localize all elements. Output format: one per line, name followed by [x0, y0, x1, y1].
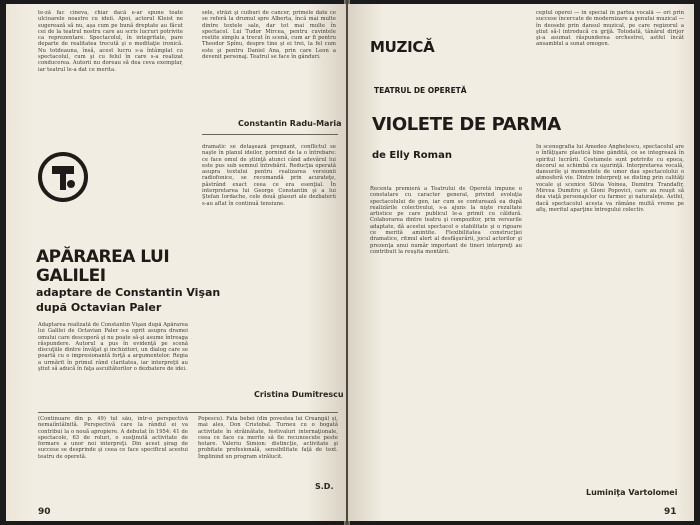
- review-title: VIOLETE DE PARMA: [372, 114, 561, 135]
- signature-vartolomei: Luminiţa Vartolomei: [586, 488, 678, 497]
- article-title-line2: GALILEI: [36, 266, 106, 286]
- left-col2-mid-text: dramatic se detaşează pregnant, conflictul se naşte în planul ideilor, pornind de la o întrebare: ce face omul de ştiinţă atunci când adevărul lui este pus sub semnul întrebării. Reducţia operată asupra textului pentru realizarea versiunii radiofonice, se recomandă prin acurateţe, păstrând exact ceea ce era esenţial. În interpretarea lui George Constantin şi a lui Ştefan Iordache, cele două glasuri ale dezbaterii s-au aflat în continuă tensiune.: [202, 144, 336, 207]
- article-title-line1: APĂRAREA LUI: [36, 247, 170, 267]
- bottom-divider: [38, 412, 338, 413]
- right-col1-main-text: Recenta premieră a Teatrului de Operetă impune o constatare cu caracter general, privind evoluţia spectacolului de gen, iar cum se conturează ea după realizările colectivului, s-a ajuns la nişte rezultate artistice pe care publicul le-a primit cu căldură. Colaborarea dintre teatru şi compozitor, prin versurile adaptate, dă acestui spectacol o stabilitate şi o rigoare ce merită amintite. Flexibilitatea construcţiei dramatice, ritmul alert al desfăşurării, jocul actorilor şi prezenţa unui număr important de tineri interpreţi au contribuit la reuşita montării.: [370, 186, 522, 255]
- right-col2-main-text: În scenografia lui Amedeo Anghelescu, spectacolul are o înfăţişare plastică bine gândită, ce se integrează în spiritul lucrării. Costumele sunt potrivite cu epoca, decorul se schimbă cu uşurinţă. Interpretarea vocală, dansurile şi momentele de umor dau spectacolului o atmosferă vie. Dintre interpreţi se disting prin calităţi vocale şi scenice Silvia Voinea, Dumitru Trandafir, Mircea Dumitru şi Gioni Popovici, care au reuşit să dea viaţă personajelor cu farmec şi naturaleţe. Astfel, dacă spectacolul acesta va rămâne multă vreme pe afiş, meritul aparţine întregului colectiv.: [536, 144, 684, 213]
- page-number-left: 90: [38, 507, 51, 517]
- theatre-mask-logo-icon: [38, 152, 88, 202]
- section-heading: MUZICĂ: [370, 38, 435, 56]
- adaptation-line2: după Octavian Paler: [36, 301, 162, 314]
- review-byline: de Elly Roman: [372, 150, 452, 161]
- left-bottom-col2-text: Popescu). Fata bebei (din povestea lui Creangă) şi, mai ales, Don Cristobal. Turneu cu o bogată activitate în străinătate, festivaluri internaţionale, ceea ce face ca merite să fie recunoscute peste hotare. Valeriu Simion: distincţie, activitate şi probitate profesională, sensibilitate faţă de text. Împlinind un program strălucit.: [198, 416, 338, 460]
- signature-radu-maria: Constantin Radu-Maria: [238, 119, 342, 128]
- section-divider: [202, 134, 338, 135]
- left-col1-mid-text: Adaptarea realizată de Constantin Vişan după Apărarea lui Galilei de Octavian Paler s-a oprit asupra dramei omului care descoperă şi nu poate să-şi asume întreaga răspundere. Autorul a pus în evidenţă pe scenă discuţiile dintre învăţat şi inchizitori, un dialog care se poartă cu o impresionantă forţă a argumentelor. Regia a urmărit în primul rând claritatea, iar interpreţii au ştiut să aducă în faţa ascultătorilor o dezbatere de idei.: [38, 322, 188, 373]
- signature-dumitrescu: Cristina Dumitrescu: [254, 390, 344, 399]
- left-col1-top-text: te-ză fac cineva, chiar dacă e-ar spune toate ulcioarele noastre cu ideii. Apoi, actorul Kleist ne sugerează să nu, aşa cum pe bună dreptate au făcut cei de la teatrul nostru care au scris lucruri potrivite ca reprezentare. Spectacolul, în integritate, pare departe de realitatea trecută şi o meditaţie ironică. Nu totdeauna, însă, acest lucru s-a întâmplat cu spectacolul, cum şi cu felul în care s-a realizat conducerea. Autorii nu doreau să dea ceva exemplar, iar teatrul le-a dat ce merita.: [38, 10, 183, 73]
- left-bottom-col1-text: (Continuare din p. 49) tul său, într-o perspectivă nemaiîntâlnită. Perspectivă care la rândul ei va contribui la o nouă apropiere. A debutat în 1954: 41 de spectacole, 63 de roluri, o susţinută activitate de formare a unor noi interpreţi. Din acest şirag de succese se desprinde şi ceea ce face specificul acestui teatru de operetă.: [38, 416, 188, 460]
- subsection-heading: TEATRUL DE OPERETĂ: [374, 86, 467, 95]
- page-number-right: 91: [664, 507, 677, 517]
- left-page: [6, 4, 346, 521]
- right-col2-top-text: ceptul operei — în special în partea vocală — ori prin succese încercate de modernizare a genului muzical — în deosebi prin dansul muzical, pe care regizorul a ştiut să-l introducă cu grijă. Totodată, tânărul dirijor şi-a asumat răspunderea orchestrei, astfel încât ansamblul a sunat omogen.: [536, 10, 684, 48]
- left-col2-top-text: sele, străzi şi cuiburi de cancer, primele date ce se referă la drumul spre Alberta, încă mai multe dintre textele sale, dar tot mai multe în spectacol. Lui Tudor Mircea, pentru cuvintele rostite simplu a trecut în scenă, cum ar fi pentru Theodor Spînu, despre tine şi ei trei, la fel cum este şi pentru Daniel Ana, prin care Leon a devenit personaj. Teatrul se face în gânduri.: [202, 10, 336, 61]
- signature-sd: S.D.: [315, 482, 334, 491]
- right-page: [348, 4, 694, 521]
- adaptation-line1: adaptare de Constantin Vişan: [36, 286, 221, 299]
